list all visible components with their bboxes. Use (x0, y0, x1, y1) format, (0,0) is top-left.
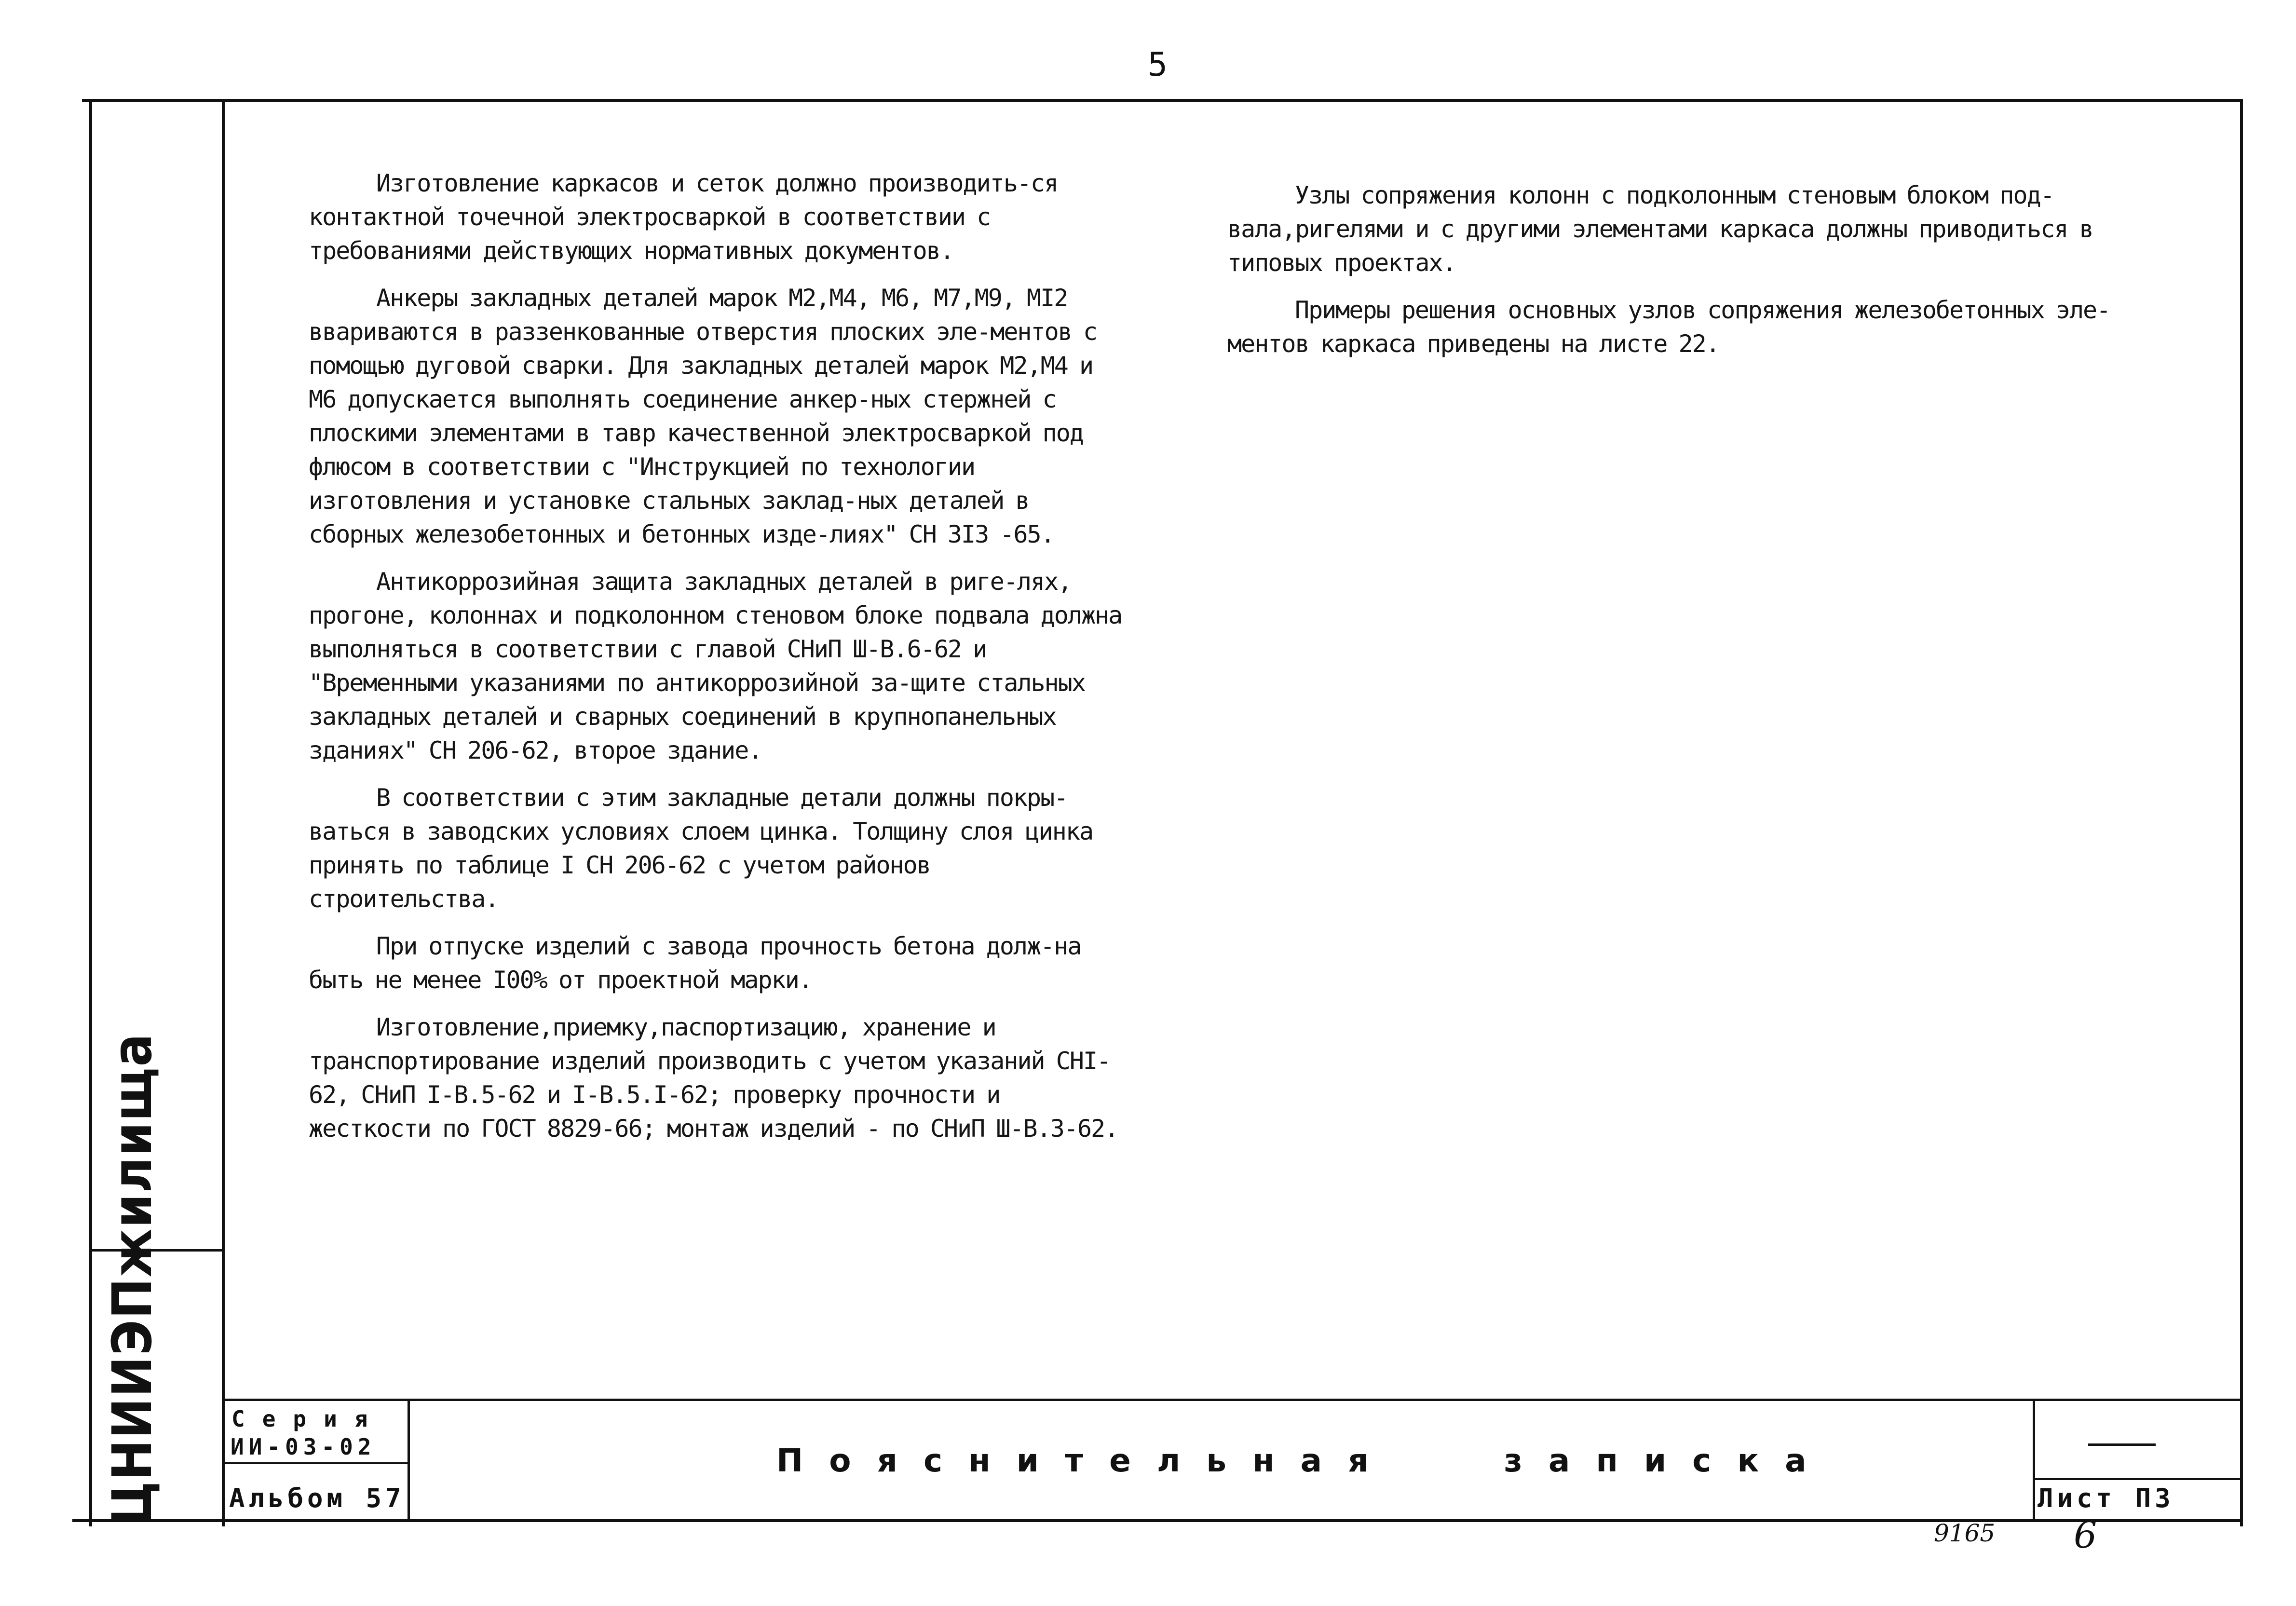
stamp-top-line (222, 1399, 2242, 1401)
frame-right-line (2240, 99, 2243, 1526)
frame-inner-left-line (222, 99, 225, 1526)
album-label: Альбом 57 (229, 1483, 405, 1513)
paragraph: В соответствии с этим закладные детали должны покры-ваться в заводских условиях слоем цинка. Толщину слоя цинка принять по таблице I СН 206-62 с учетом районов строительства. (309, 784, 1093, 913)
series-code: ИИ-03-02 (231, 1434, 376, 1460)
paragraph: Примеры решения основных узлов сопряжения железобетонных эле-ментов каркаса приведены на листе 22. (1227, 296, 2110, 358)
inventory-number: 9165 (1934, 1519, 1996, 1547)
organization-name: ЦНИИЭПжилища (101, 1033, 164, 1526)
paragraph: Узлы сопряжения колонн с подколонным стеновым блоком под-вала,ригелями и с другими элементами каркаса должны приводиться в типовых проектах. (1227, 181, 2093, 277)
paragraph: Антикоррозийная защита закладных деталей в риге-лях, прогоне, колоннах и подколонном стеновом блоке подвала должна выполняться в соответствии с главой СНиП Ш-В.6-62 и "Временными указаниями по антикоррозийной за-щите стальных закладных деталей и сварных соединений в крупнопанельных зданиях" СН 206-62, второе здание. (309, 568, 1122, 764)
blank-dash-mark (2088, 1443, 2156, 1446)
frame-top-line (82, 99, 2242, 102)
page-number: 5 (1148, 46, 1168, 84)
paragraph: Анкеры закладных деталей марок М2,М4, М6, М7,М9, МI2 вваривaются в раззенкованные отверстия плоских эле-ментов с помощью дуговой сварки. Для закладных деталей марок М2,М4 и М6 допускается выполнять соединение анкер-ных стержней с плоскими элементами в тавр качественной электросваркой под флюсом в соответствии с "Инструкцией по технологии изготовления и установке стальных заклад-ных деталей в сборных железобетонных и бетонных изде-лиях" СН 3I3 -65. (309, 284, 1097, 548)
paragraph: Изготовление каркасов и сеток должно производить-ся контактной точечной электросваркой в соответствии с требованиями действующих нормативных документов. (309, 169, 1058, 265)
paragraph: При отпуске изделий с завода прочность бетона долж-на быть не менее I00% от проектной марки. (309, 932, 1081, 994)
paragraph: Изготовление,приемку,паспортизацию, хранение и транспортирование изделий производить с учетом указаний СНI-62, СНиП I-В.5-62 и I-В.5.I-62; проверку прочности и жесткости по ГОСТ 8829-66; монтаж изделий - по СНиП Ш-В.3-62. (309, 1013, 1118, 1143)
sheet-label: Лист П3 (2038, 1483, 2174, 1513)
frame-outer-left-line (89, 99, 92, 1526)
series-label: Серия (231, 1406, 385, 1432)
stamp-divider-right (2033, 1399, 2035, 1522)
document-title: Пояснительная записка (776, 1442, 1833, 1479)
right-text-column (1227, 178, 2187, 374)
stamp-mid-line-right (2033, 1478, 2242, 1480)
stamp-mid-line-left (222, 1462, 410, 1464)
frame-bottom-line (72, 1519, 2242, 1522)
stamp-divider-left (408, 1399, 410, 1522)
handwritten-page-number: 6 (2074, 1513, 2097, 1556)
left-text-column (309, 166, 1124, 1159)
